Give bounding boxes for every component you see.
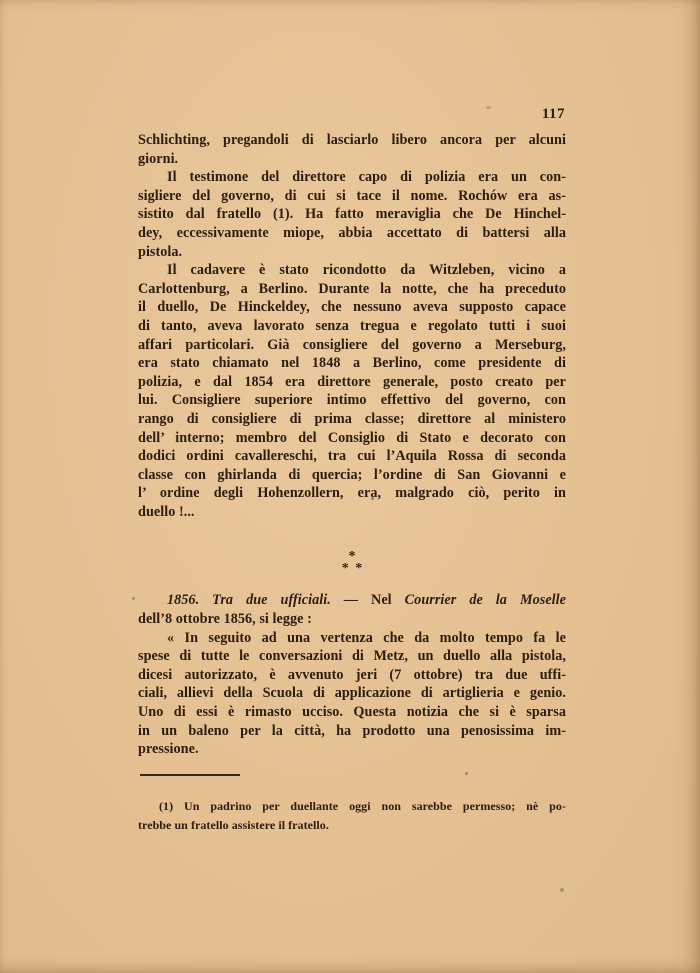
text-segment: Il cadavere è stato ricondotto da Witzleben, vicino a: [167, 262, 566, 279]
text-segment: classe con ghirlanda di quercia; l’ordine di San Giovanni e: [138, 466, 566, 483]
text-segment: dell’ interno; membro del Consiglio di Stato e decorato con: [138, 429, 566, 446]
section-text-block: [138, 591, 566, 758]
text-line: [138, 703, 566, 722]
text-segment: dell’8 ottobre 1856, si legge :: [138, 611, 312, 628]
text-segment: Uno di essi è rimasto ucciso. Questa notizia che si è sparsa: [138, 704, 566, 721]
text-segment: (1) Un padrino per duellante oggi non sarebbe permesso; nè po-: [159, 798, 566, 813]
paragraph: [138, 591, 566, 628]
text-segment: spese di tutte le conversazioni di Metz, un duello alla pistola,: [138, 648, 566, 665]
scan-speck: [560, 888, 564, 892]
text-line: [138, 610, 566, 629]
text-segment: ciali, allievi della Scuola di applicazione di artiglieria e genio.: [138, 685, 566, 702]
footnote-block: [138, 797, 566, 835]
text-line: [138, 722, 566, 741]
text-line: [138, 298, 566, 317]
asterism-separator: [138, 551, 566, 576]
main-text-block: [138, 131, 566, 521]
text-segment: Schlichting, pregandoli di lasciarlo libero ancora per alcuni: [138, 132, 566, 148]
text-segment: « In seguito ad una vertenza che da molto tempo fa le: [167, 629, 566, 646]
text-segment: era stato chiamato nel 1848 a Berlino, come presidente di: [138, 355, 566, 372]
text-segment: giorni.: [138, 150, 179, 167]
text-line: [138, 150, 566, 169]
text-segment: affari particolari. Già consigliere del governo a Merseburg,: [138, 336, 566, 353]
text-line: [138, 317, 566, 336]
text-segment: dicesi autorizzato, è avvenuto jeri (7 ottobre) tra due uffi-: [138, 666, 566, 683]
text-line: [138, 168, 566, 187]
text-segment: Il testimone del direttore capo di polizia era un con-: [167, 169, 566, 186]
paragraph: [138, 797, 566, 835]
text-segment: di tanto, aveva lavorato senza tregua e regolato tutti i suoi: [138, 317, 566, 334]
text-line: [138, 187, 566, 206]
paragraph: [138, 168, 566, 261]
text-line: [138, 429, 566, 448]
book-page-text-column: [138, 107, 566, 835]
text-segment: lui. Consigliere superiore intimo effettivo del governo, con: [138, 392, 566, 409]
text-segment: dey, eccessivamente miope, abbia accettato di battersi alla: [138, 224, 566, 241]
asterism-top-row: *: [348, 549, 356, 565]
text-line: [138, 591, 566, 610]
text-line: [138, 797, 566, 816]
text-line: [138, 336, 566, 355]
text-segment: in un baleno per la città, ha prodotto una penosissima im-: [138, 722, 566, 739]
text-segment: polizia, e dal 1854 era direttore generale, posto creato per: [138, 373, 566, 390]
paragraph: [138, 261, 566, 521]
asterism-bottom-row: * *: [341, 561, 363, 577]
text-line: [138, 280, 566, 299]
text-segment: l’ ordine degli Hohenzollern, era, malgrado ciò, perito in: [138, 485, 566, 502]
paragraph: [138, 629, 566, 759]
text-line: [138, 647, 566, 666]
text-line: [138, 466, 566, 485]
text-line: [138, 629, 566, 648]
text-segment: rango di consigliere di prima classe; direttore al ministero: [138, 410, 566, 427]
scan-speck: [132, 597, 135, 600]
text-segment: Carlottenburg, a Berlino. Durante la notte, che ha preceduto: [138, 280, 566, 297]
text-line: [138, 131, 566, 150]
text-segment: pistola.: [138, 243, 183, 260]
text-line: [138, 740, 566, 759]
text-line: [138, 373, 566, 392]
text-segment: trebbe un fratello assistere il fratello.: [138, 817, 329, 832]
text-segment: sistito dal fratello (1). Ha fatto meraviglia che De Hinchel-: [138, 206, 566, 223]
text-line: [138, 684, 566, 703]
text-segment: duello !...: [138, 503, 195, 520]
italic-text-segment: Courrier de la Moselle: [404, 592, 566, 609]
text-line: [138, 205, 566, 224]
text-segment: pressione.: [138, 741, 199, 758]
italic-text-segment: 1856. Tra due ufficiali.: [167, 592, 331, 609]
footnote-rule: [140, 774, 240, 776]
text-line: [138, 410, 566, 429]
text-segment: il duello, De Hinckeldey, che nessuno aveva supposto capace: [138, 299, 566, 316]
text-line: [138, 224, 566, 243]
text-line: [138, 484, 566, 503]
text-line: [138, 243, 566, 262]
text-line: [138, 261, 566, 280]
text-segment: sigliere del governo, di cui si tace il nome. Rochów era as-: [138, 187, 566, 204]
text-line: [138, 391, 566, 410]
text-segment: dodici ordini cavallereschi, tra cui l’Aquila Rossa di seconda: [138, 448, 566, 465]
text-segment: — Nel: [330, 592, 405, 609]
text-line: [138, 816, 566, 835]
page-number: 117: [541, 106, 565, 122]
text-line: [138, 354, 566, 373]
text-line: [138, 666, 566, 685]
text-line: [138, 447, 566, 466]
text-line: [138, 503, 566, 522]
paragraph: [138, 131, 566, 168]
